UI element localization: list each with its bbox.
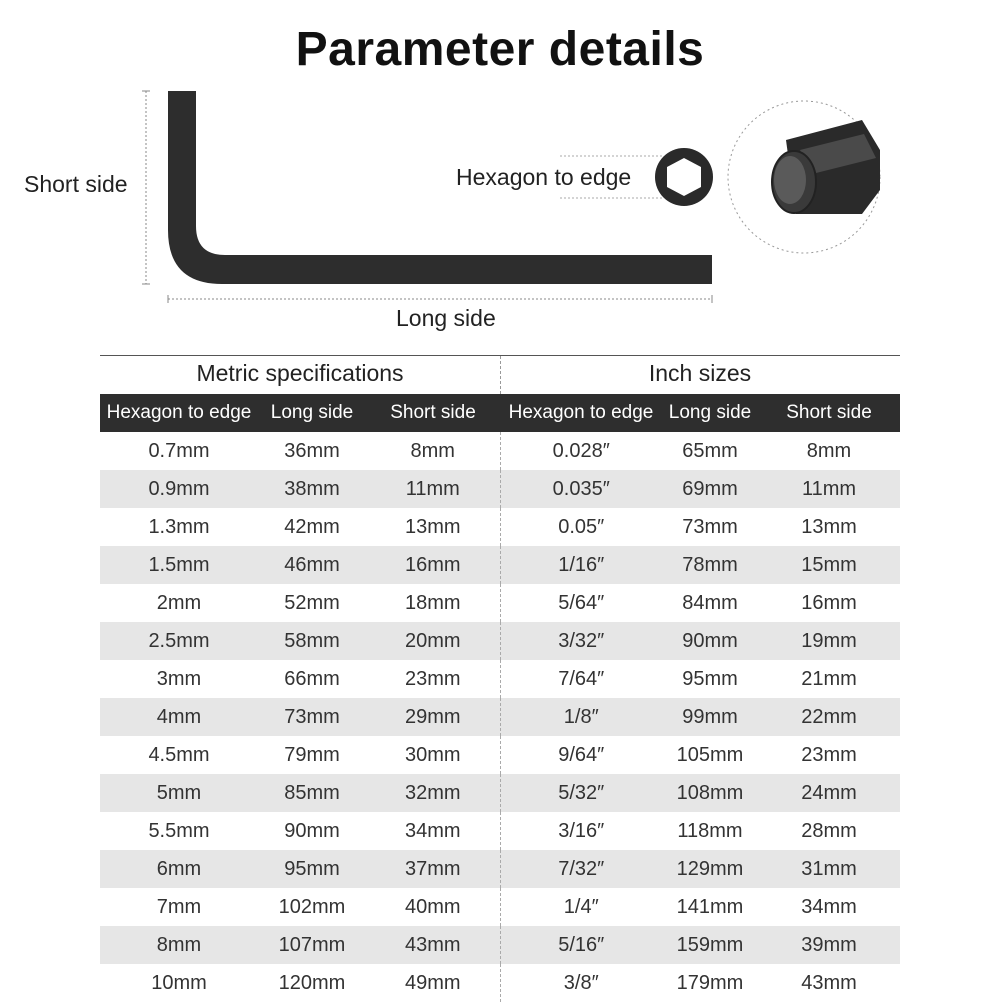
inch-section-heading: Inch sizes	[648, 360, 752, 386]
column-header: Short side	[366, 394, 500, 432]
table-cell: 4mm	[100, 698, 258, 736]
table-row	[100, 698, 900, 736]
table-row	[100, 432, 900, 470]
table-cell: 5/64″	[500, 584, 662, 622]
table-row	[100, 964, 900, 1002]
table-cell: 40mm	[404, 895, 461, 918]
table-row	[100, 850, 900, 888]
column-header: Hexagon to edge	[100, 394, 258, 432]
table-cell: 1.3mm	[148, 515, 210, 538]
long-side-dimension-line	[168, 295, 712, 303]
long-side-label: Long side	[396, 305, 496, 331]
table-cell: 23mm	[404, 667, 461, 690]
table-cell: 95mm	[258, 850, 366, 888]
table-cell: 107mm	[258, 926, 366, 964]
table-cell: 13mm	[801, 515, 857, 538]
table-cell: 1/16″	[500, 546, 662, 584]
table-cell: 20mm	[366, 622, 500, 660]
table-cell: 95mm	[682, 667, 738, 690]
table-cell: 4.5mm	[148, 743, 210, 766]
table-cell: 18mm	[404, 591, 461, 614]
table-cell: 2.5mm	[100, 622, 258, 660]
page-title: Parameter details	[295, 23, 705, 76]
table-row	[100, 546, 900, 584]
table-cell: 1/8″	[500, 698, 662, 736]
table-cell: 37mm	[366, 850, 500, 888]
short-side-label: Short side	[24, 171, 128, 197]
table-cell: 32mm	[366, 774, 500, 812]
table-cell: 58mm	[258, 622, 366, 660]
metric-section-heading: Metric specifications	[196, 360, 404, 386]
table-row	[100, 888, 900, 926]
table-row	[100, 508, 900, 546]
table-cell: 34mm	[404, 819, 461, 842]
hexagon-cross-section-icon	[655, 148, 713, 206]
table-cell: 39mm	[758, 926, 900, 964]
table-cell: 99mm	[662, 698, 758, 736]
table-cell: 0.9mm	[100, 470, 258, 508]
table-cell: 5.5mm	[148, 819, 210, 842]
table-cell: 24mm	[758, 774, 900, 812]
table-cell: 90mm	[662, 622, 758, 660]
table-cell: 7/64″	[500, 660, 662, 698]
table-cell: 49mm	[404, 971, 461, 994]
table-cell: 38mm	[258, 470, 366, 508]
table-cell: 0.05″	[500, 508, 662, 546]
table-cell: 179mm	[676, 971, 744, 994]
table-cell: 118mm	[677, 819, 743, 842]
table-cell: 11mm	[758, 470, 900, 508]
table-cell: 5/32″	[500, 774, 662, 812]
table-cell: 28mm	[801, 819, 857, 842]
column-header: Hexagon to edge	[500, 394, 662, 432]
table-cell: 3mm	[156, 667, 202, 690]
table-cell: 8mm	[806, 439, 852, 462]
table-cell: 5/16″	[500, 926, 662, 964]
table-cell: 102mm	[278, 895, 346, 918]
table-cell: 34mm	[801, 895, 857, 918]
table-cell: 30mm	[404, 743, 461, 766]
table-cell: 22mm	[758, 698, 900, 736]
table-cell: 108mm	[662, 774, 758, 812]
table-cell: 52mm	[284, 591, 340, 614]
table-cell: 10mm	[151, 971, 207, 994]
table-cell: 129mm	[662, 850, 758, 888]
table-row	[100, 926, 900, 964]
table-row	[100, 736, 900, 774]
table-cell: 3/32″	[500, 622, 662, 660]
table-cell: 66mm	[284, 667, 340, 690]
table-row	[100, 660, 900, 698]
table-cell: 19mm	[758, 622, 900, 660]
table-cell: 73mm	[682, 515, 738, 538]
table-cell: 159mm	[662, 926, 758, 964]
table-cell: 5mm	[100, 774, 258, 812]
table-cell: 16mm	[366, 546, 500, 584]
table-cell: 0.035″	[500, 470, 662, 508]
table-cell: 43mm	[366, 926, 500, 964]
table-row	[100, 812, 900, 850]
short-side-dimension-line	[142, 91, 150, 284]
table-cell: 36mm	[284, 439, 340, 462]
table-cell: 31mm	[758, 850, 900, 888]
table-cell: 7mm	[156, 895, 202, 918]
table-cell: 2mm	[156, 591, 202, 614]
table-cell: 23mm	[801, 743, 857, 766]
table-cell: 42mm	[284, 515, 340, 538]
table-row	[100, 470, 900, 508]
table-cell: 21mm	[801, 667, 857, 690]
table-row	[100, 584, 900, 622]
table-cell: 141mm	[676, 895, 744, 918]
table-cell: 120mm	[278, 971, 346, 994]
table-cell: 79mm	[284, 743, 340, 766]
table-cell: 13mm	[404, 515, 461, 538]
specifications-table	[100, 394, 900, 1002]
column-header: Long side	[662, 394, 758, 432]
table-cell: 90mm	[284, 819, 340, 842]
column-header: Short side	[758, 394, 900, 432]
table-cell: 3/16″	[500, 812, 662, 850]
table-cell: 3/8″	[500, 964, 662, 1002]
table-cell: 85mm	[258, 774, 366, 812]
table-cell: 8mm	[410, 439, 455, 462]
table-cell: 7/32″	[500, 850, 662, 888]
table-cell: 9/64″	[500, 736, 662, 774]
table-cell: 84mm	[682, 591, 738, 614]
hexagon-label: Hexagon to edge	[456, 164, 632, 190]
table-cell: 69mm	[662, 470, 758, 508]
table-row	[100, 774, 900, 812]
table-cell: 65mm	[682, 439, 738, 462]
table-cell: 1.5mm	[100, 546, 258, 584]
table-cell: 0.028″	[500, 432, 662, 470]
table-cell: 1/4″	[500, 888, 662, 926]
table-cell: 16mm	[801, 591, 857, 614]
table-cell: 73mm	[258, 698, 366, 736]
table-cell: 6mm	[100, 850, 258, 888]
table-cell: 46mm	[258, 546, 366, 584]
table-header-row	[100, 394, 900, 432]
table-cell: 43mm	[801, 971, 857, 994]
column-header: Long side	[258, 394, 366, 432]
table-cell: 15mm	[758, 546, 900, 584]
table-cell: 105mm	[676, 743, 744, 766]
table-cell: 78mm	[662, 546, 758, 584]
table-row	[100, 622, 900, 660]
hex-tip-closeup-icon	[728, 101, 880, 253]
table-cell: 8mm	[100, 926, 258, 964]
table-cell: 11mm	[366, 470, 500, 508]
table-cell: 0.7mm	[148, 439, 210, 462]
table-cell: 29mm	[366, 698, 500, 736]
